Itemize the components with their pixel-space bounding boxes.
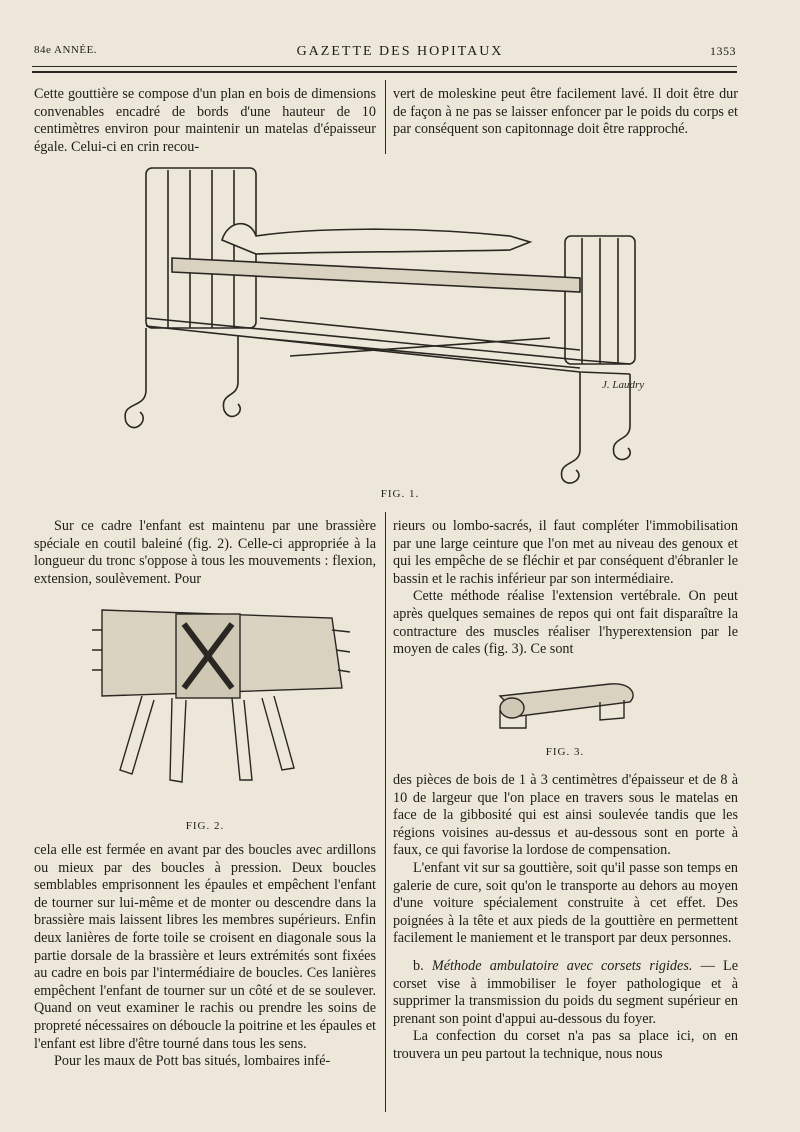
- figure-3-wedge-illustration: [490, 676, 640, 736]
- section-title: Méthode ambulatoire avec corsets rigides.: [431, 957, 693, 974]
- top-right-paragraph: vert de moleskine peut être facilement lavé. Il doit être dur de façon à ne pas se laisser enfoncer par le poids du corps et par conséquent son capitonnage doit être rapproché.: [393, 86, 738, 138]
- right-paragraph-1: rieurs ou lombo-sacrés, il faut compléter l'immobilisation par une large ceinture que l'on met au niveau des genoux et qui les empêche de se fléchir et par conséquent d'ébranler le bassin et le rachis inférieur par son intermédiaire.: [393, 518, 738, 587]
- top-left-column: [34, 86, 376, 156]
- section-body: — Le corset vise à immobiliser le foyer pathologique et à supprimer la transmission du poids du segment supérieur en prenant son point d'appui au-dessous du foyer.: [393, 957, 739, 1027]
- right-column-lower: [393, 772, 738, 1064]
- right-paragraph-2: Cette méthode réalise l'extension vertébrale. On peut après quelques semaines de repos qui ont fait disparaître la contracture des muscles réaliser l'hyperextension par le moyen de cales (fig. 3). Ce sont: [393, 588, 738, 658]
- right-column-upper: [393, 518, 738, 659]
- figure-1-bed-illustration: [110, 160, 670, 490]
- header-year: 84e ANNÉE.: [34, 44, 98, 56]
- left-paragraph-3: Pour les maux de Pott bas situés, lombaires infé-: [54, 1053, 331, 1070]
- right-paragraph-4: L'enfant vit sur sa gouttière, soit qu'il passe son temps en galerie de cure, soit qu'on le transporte au dehors au moyen d'une voiture spécialement construite à cet effet. Des poignées à la tête et aux pieds de la gouttière en permettent facilement le maniement et le transport par deux personnes.: [393, 859, 738, 947]
- figure-1-caption: FIG. 1.: [380, 488, 420, 500]
- section-label: b.: [413, 957, 424, 974]
- left-column-lower: [34, 842, 376, 1071]
- main-column-divider: [385, 512, 386, 1112]
- left-paragraph-1: Sur ce cadre l'enfant est maintenu par une brassière spéciale en coutil baleiné (fig. 2). Celle-ci appropriée à la longueur du tronc s'oppose à tous les mouvements : flexion, extension, soulèvement. Pour: [34, 518, 376, 587]
- right-paragraph-5: [393, 958, 738, 1028]
- figure-1-signature: J. Laudry: [602, 379, 645, 391]
- header-rule-bottom: [32, 71, 737, 73]
- header-page-number: 1353: [710, 44, 736, 58]
- header-title: GAZETTE DES HOPITAUX: [296, 44, 504, 59]
- right-paragraph-6: La confection du corset n'a pas sa place ici, on en trouvera un peu partout la technique, nous nous: [393, 1028, 738, 1062]
- header-rule-top: [32, 66, 737, 67]
- figure-2-caption: FIG. 2.: [185, 820, 225, 832]
- right-paragraph-3: des pièces de bois de 1 à 3 centimètres d'épaisseur et de 8 à 10 de largeur que l'on place en travers sous le matelas en face de la gibbosité qui est ainsi soulevée tandis que les régions voisines au-dessus et au-dessous sont en porte à faux, ce qui favorise la lordose de compensation.: [393, 772, 738, 859]
- left-column-upper: [34, 518, 376, 588]
- figure-2-brassiere-illustration: [92, 600, 352, 812]
- top-right-column: [393, 86, 738, 139]
- top-column-divider: [385, 80, 386, 154]
- figure-3-caption: FIG. 3.: [545, 746, 585, 758]
- top-left-paragraph: Cette gouttière se compose d'un plan en bois de dimensions convenables encadré de bords d'une hauteur de 10 centimètres environ pour maintenir un matelas d'épaisseur égale. Celui-ci en crin recou-: [34, 86, 376, 155]
- left-paragraph-2: cela elle est fermée en avant par des boucles avec ardillons ou mieux par des boucles à pression. Deux boucles semblables emprisonnent les épaules et empêchent l'enfant de tourner sur lui-même et de monter ou descendre dans la brassière mais laissent libres les membres supérieurs. Enfin deux lanières de forte toile se croisent en diagonale sous la partie dorsale de la brassière et leurs extrémités sont fixées au cadre en bois par l'intermédiaire de boucles. Ces lanières empêchent l'enfant de tourner sur un côté et de se soulever. Quand on veut examiner le rachis ou prendre les soins de propreté nécessaires on déboucle la poitrine et les épaules et l'enfant est libre d'être tourné dans tous les sens.: [34, 842, 376, 1052]
